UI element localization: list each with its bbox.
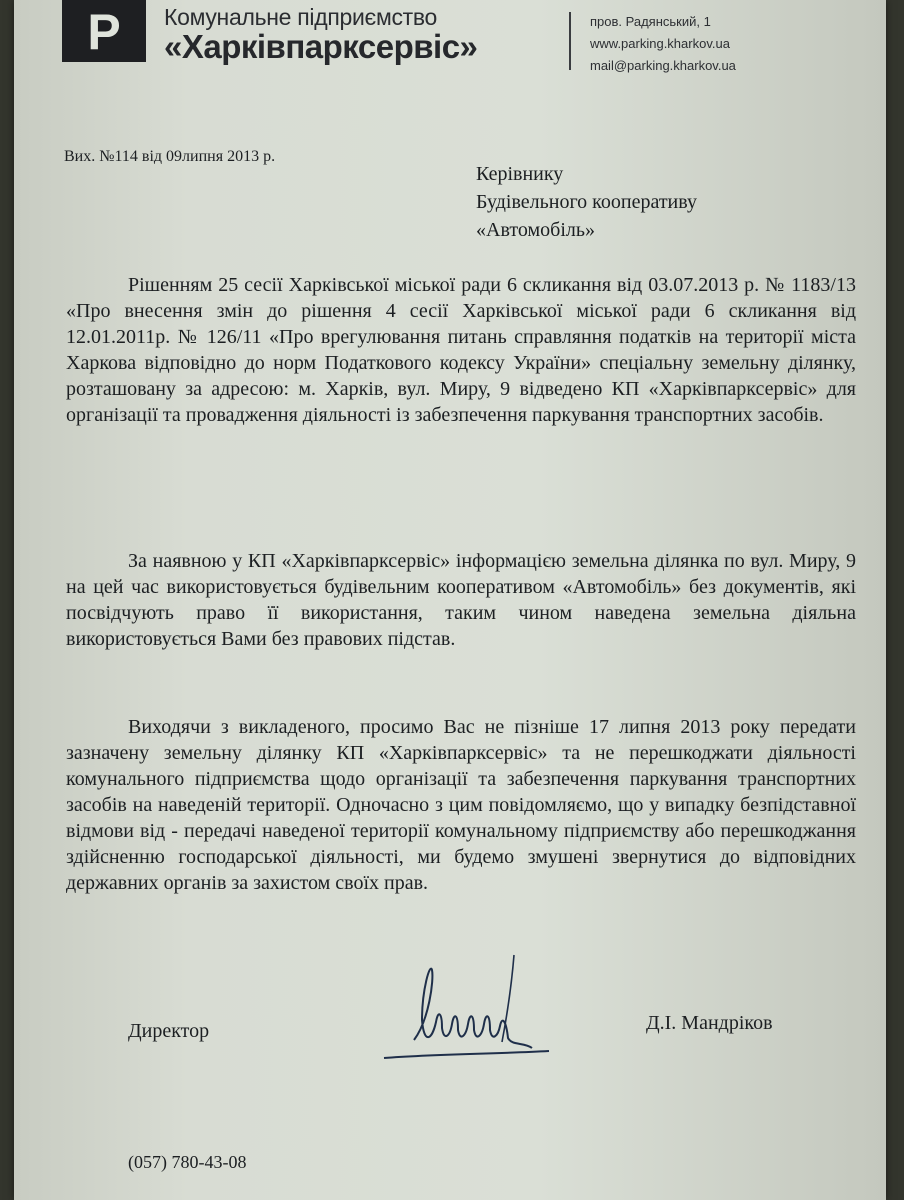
body-paragraph-3: Виходячи з викладеного, просимо Вас не пізніше 17 липня 2013 року передати зазначену земельну ділянку КП «Харківпарксервіс» та не перешкоджати діяльності комунального підприємства щодо організації та забезпечення паркування транспортних засобів на наведеній території. Одночасно з цим повідомляємо, що у випадку безпідставної відмови від - передачі наведеної території комунальному підприємству або перешкоджання здійсненню господарської діяльності, ми будемо змушені звернутися до відповідних державних органів за захистом своїх прав. [66,716,856,894]
body-paragraph-1: Рішенням 25 сесії Харківської міської ради 6 скликання від 03.07.2013 р. № 1183/13 «Про внесення змін до рішення 4 сесії Харківської міської ради 6 скликання від 12.01.2011р. № 126/11 «Про врегулювання питань справляння податків на території міста Харкова відповідно до норм Податкового кодексу України» спеціальну земельну ділянку, розташовану за адресою: м. Харків, вул. Миру, 9 відведено КП «Харківпарксервіс» для організації та провадження діяльності із забезпечення паркування транспортних засобів. [66,274,856,426]
org-address: пров. Радянський, 1 [590,14,711,29]
outgoing-reference: Вих. №114 від 09липня 2013 р. [64,148,276,165]
org-website: www.parking.kharkov.ua [590,36,730,51]
logo-letter: P [87,4,121,60]
addressee-line: Будівельного кооперативу [476,191,698,213]
addressee-block [476,160,697,244]
body-paragraph-2: За наявною у КП «Харківпарксервіс» інформацією земельна ділянка по вул. Миру, 9 на цей час використовується будівельним кооперативом «Автомобіль» без документів, які посвідчують право її використання, таким чином наведена земельна діяльна використовується Вами без правових підстав. [66,550,856,650]
header-divider [569,12,571,70]
org-type: Комунальне підприємство [164,4,438,30]
org-name: «Харківпарксервіс» [164,28,478,65]
handwritten-signature [374,950,564,1065]
contact-phone: (057) 780-43-08 [128,1152,247,1172]
signatory-title: Директор [128,1020,210,1042]
addressee-line: Керівнику [476,163,564,185]
addressee-line: «Автомобіль» [476,219,595,241]
signatory-name: Д.І. Мандріков [646,1012,773,1034]
org-email: mail@parking.kharkov.ua [590,58,736,73]
letter-page [14,0,886,1200]
logo [62,0,146,62]
